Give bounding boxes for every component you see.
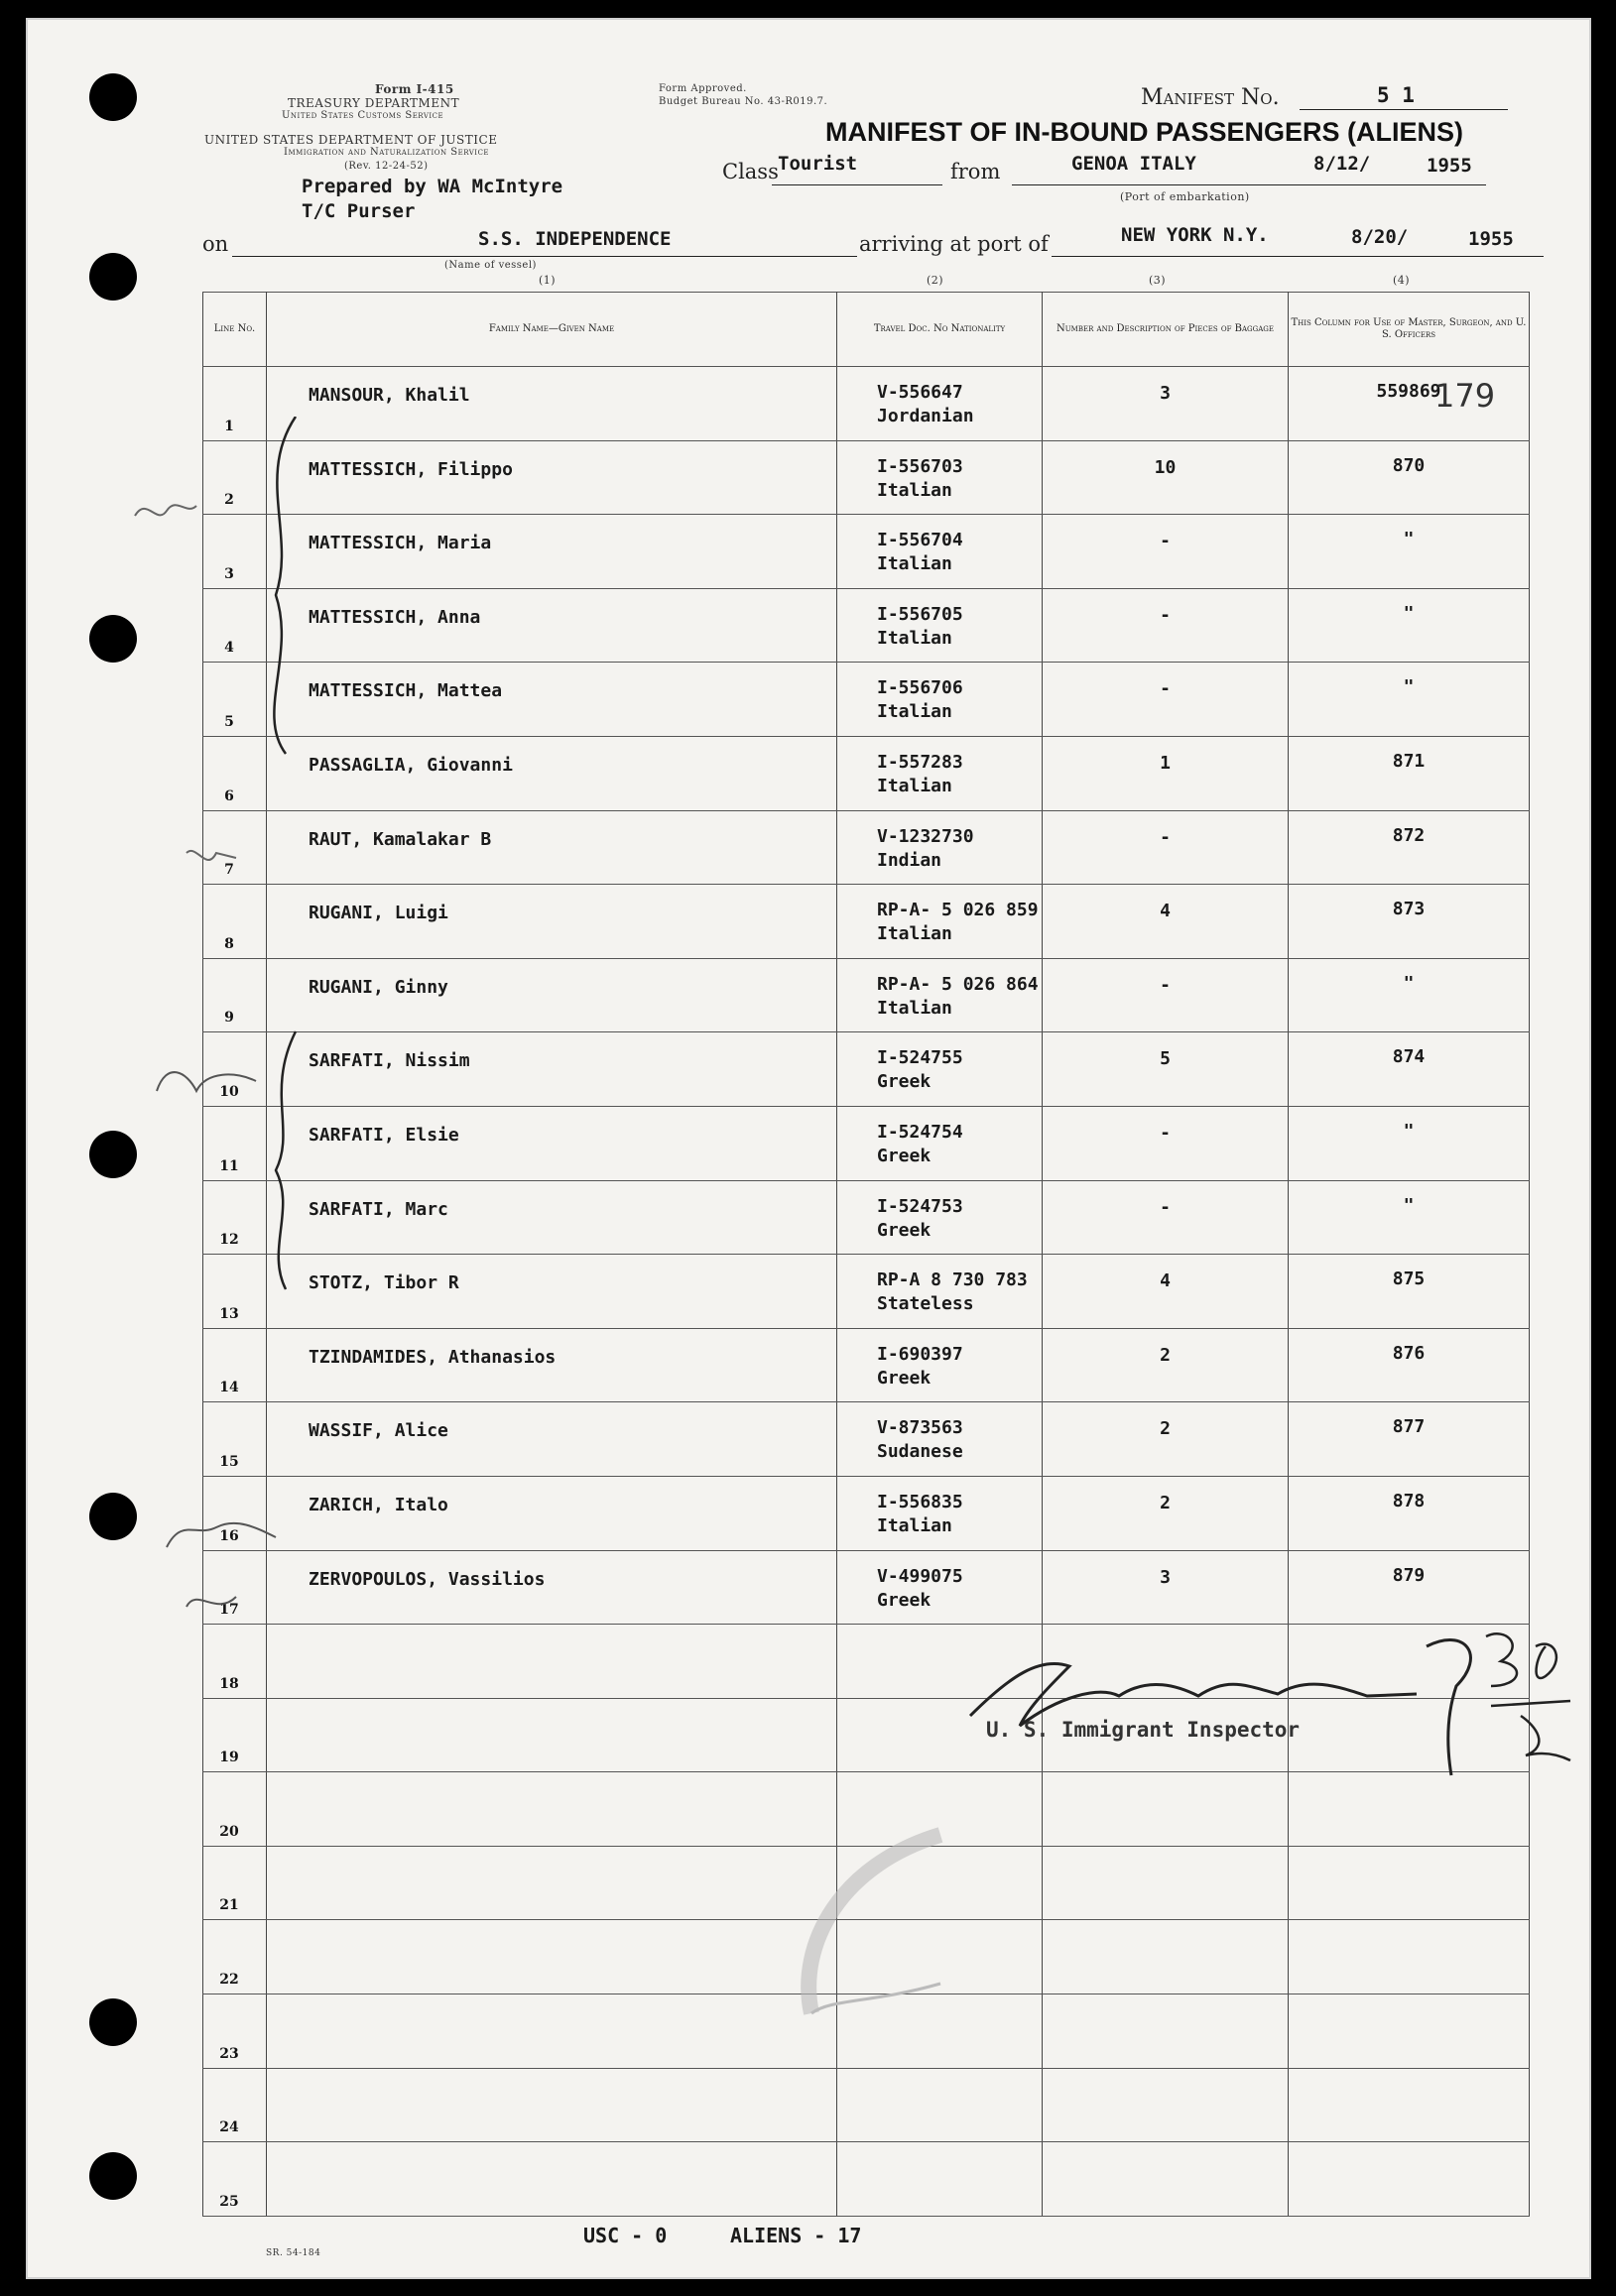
name-cell bbox=[267, 958, 837, 1032]
name-cell bbox=[267, 1550, 837, 1625]
line-number: 4 bbox=[224, 640, 234, 657]
from-line bbox=[1012, 153, 1486, 185]
official-number: " bbox=[1403, 1120, 1415, 1142]
name-cell bbox=[267, 810, 837, 885]
nationality: Italian bbox=[877, 701, 952, 723]
name-cell bbox=[267, 1032, 837, 1107]
nationality: Indian bbox=[877, 849, 942, 871]
binder-hole bbox=[89, 615, 137, 663]
line-number: 21 bbox=[219, 1897, 239, 1914]
from-label: from bbox=[950, 160, 1001, 183]
port-stamp bbox=[792, 1825, 960, 2023]
name-cell bbox=[267, 736, 837, 810]
prepared-title: T/C Purser bbox=[302, 200, 416, 222]
name-cell bbox=[267, 2142, 837, 2217]
baggage-count: 5 bbox=[1160, 1048, 1171, 1070]
baggage-count: - bbox=[1160, 604, 1171, 626]
official-number: 559869 bbox=[1376, 381, 1441, 402]
line-number: 14 bbox=[219, 1380, 239, 1396]
line-number: 19 bbox=[219, 1750, 239, 1766]
official-cell bbox=[1289, 1402, 1530, 1477]
name-cell bbox=[267, 663, 837, 737]
baggage-cell bbox=[1043, 958, 1289, 1032]
official-number: 877 bbox=[1392, 1416, 1426, 1438]
baggage-count: - bbox=[1160, 531, 1171, 552]
doc-cell bbox=[837, 367, 1043, 441]
official-number: 876 bbox=[1392, 1342, 1426, 1364]
travel-doc-number: I-557283 bbox=[877, 751, 963, 773]
header-name: Family Name—Given Name bbox=[267, 293, 837, 367]
doc-block bbox=[877, 1269, 1028, 1316]
baggage-cell bbox=[1043, 1402, 1289, 1477]
binder-hole bbox=[89, 1493, 137, 1540]
doc-cell bbox=[837, 885, 1043, 959]
official-cell bbox=[1289, 1476, 1530, 1550]
official-cell bbox=[1289, 2142, 1530, 2217]
line-cell bbox=[203, 1846, 267, 1920]
baggage-count: 3 bbox=[1160, 383, 1171, 404]
doc-cell bbox=[837, 1550, 1043, 1625]
baggage-cell bbox=[1043, 663, 1289, 737]
official-cell bbox=[1289, 1106, 1530, 1180]
form-approved: Form Approved. bbox=[659, 83, 747, 94]
line-cell bbox=[203, 2142, 267, 2217]
line-number: 13 bbox=[219, 1305, 239, 1322]
official-cell bbox=[1289, 515, 1530, 589]
doc-cell bbox=[837, 736, 1043, 810]
official-cell bbox=[1289, 810, 1530, 885]
official-cell bbox=[1289, 885, 1530, 959]
travel-doc-number: I-556704 bbox=[877, 530, 963, 551]
baggage-count: 10 bbox=[1154, 456, 1177, 478]
manifest-no-value: 5 1 bbox=[1377, 83, 1415, 107]
passenger-name: MATTESSICH, Mattea bbox=[309, 680, 503, 702]
table-row bbox=[203, 1476, 1530, 1550]
arrival-year: 1955 bbox=[1468, 228, 1514, 250]
doc-cell bbox=[837, 1328, 1043, 1402]
table-row bbox=[203, 1402, 1530, 1477]
doc-cell bbox=[837, 2068, 1043, 2142]
baggage-cell bbox=[1043, 1328, 1289, 1402]
line-number: 12 bbox=[219, 1232, 239, 1249]
official-cell bbox=[1289, 2068, 1530, 2142]
line-number: 18 bbox=[219, 1675, 239, 1692]
col-num-3: (3) bbox=[1149, 274, 1167, 287]
official-cell bbox=[1289, 1255, 1530, 1329]
baggage-cell bbox=[1043, 1106, 1289, 1180]
nationality: Italian bbox=[877, 923, 952, 945]
baggage-cell bbox=[1043, 1255, 1289, 1329]
table-row bbox=[203, 440, 1530, 515]
line-number: 3 bbox=[224, 565, 234, 582]
name-cell bbox=[267, 440, 837, 515]
nationality: Stateless bbox=[877, 1293, 974, 1315]
baggage-count: - bbox=[1160, 678, 1171, 700]
table-row bbox=[203, 1180, 1530, 1255]
nationality: Jordanian bbox=[877, 406, 974, 426]
doc-cell bbox=[837, 440, 1043, 515]
baggage-count: 3 bbox=[1160, 1566, 1171, 1588]
official-cell bbox=[1289, 1032, 1530, 1107]
name-cell bbox=[267, 588, 837, 663]
name-cell bbox=[267, 1106, 837, 1180]
doc-block bbox=[877, 455, 963, 503]
baggage-cell bbox=[1043, 1180, 1289, 1255]
footer-code: SR. 54-184 bbox=[266, 2248, 321, 2258]
nationality: Italian bbox=[877, 479, 952, 501]
manifest-page bbox=[26, 18, 1591, 2279]
passenger-name: WASSIF, Alice bbox=[309, 1420, 448, 1442]
official-cell bbox=[1289, 1846, 1530, 1920]
binder-hole bbox=[89, 1998, 137, 2046]
doc-block bbox=[877, 1121, 963, 1168]
passenger-name: SARFATI, Marc bbox=[309, 1198, 448, 1220]
name-cell bbox=[267, 1698, 837, 1772]
vessel-name: S.S. INDEPENDENCE bbox=[478, 228, 672, 250]
passenger-name: MATTESSICH, Maria bbox=[309, 533, 492, 554]
binder-hole bbox=[89, 1131, 137, 1178]
official-number: 879 bbox=[1392, 1564, 1426, 1586]
vessel-line bbox=[232, 230, 857, 257]
official-cell bbox=[1289, 1328, 1530, 1402]
official-number: 871 bbox=[1392, 750, 1426, 772]
baggage-cell bbox=[1043, 2068, 1289, 2142]
travel-doc-number: I-524753 bbox=[877, 1195, 963, 1217]
baggage-count: 2 bbox=[1160, 1418, 1171, 1440]
inspector-caption: U. S. Immigrant Inspector bbox=[986, 1718, 1301, 1742]
nationality: Greek bbox=[877, 1219, 932, 1241]
baggage-cell bbox=[1043, 2142, 1289, 2217]
passenger-name: ZARICH, Italo bbox=[309, 1494, 448, 1515]
line-number: 24 bbox=[219, 2119, 239, 2136]
passenger-name: RAUT, Kamalakar B bbox=[309, 828, 492, 850]
doc-block bbox=[877, 825, 974, 873]
doc-cell bbox=[837, 1180, 1043, 1255]
official-number: 870 bbox=[1392, 454, 1426, 476]
from-value: GENOA ITALY bbox=[1071, 153, 1196, 175]
nationality: Italian bbox=[877, 627, 952, 649]
doc-block bbox=[877, 1343, 963, 1390]
line-number: 6 bbox=[224, 787, 234, 804]
name-cell bbox=[267, 885, 837, 959]
doc-block bbox=[877, 1491, 963, 1538]
baggage-cell bbox=[1043, 810, 1289, 885]
nationality: Greek bbox=[877, 1367, 932, 1389]
official-number: " bbox=[1403, 972, 1415, 994]
doc-cell bbox=[837, 1476, 1043, 1550]
official-cell bbox=[1289, 588, 1530, 663]
manifest-no-label: Manifest No. bbox=[1141, 85, 1280, 110]
col-num-4: (4) bbox=[1393, 274, 1411, 287]
name-cell bbox=[267, 367, 837, 441]
doc-cell bbox=[837, 515, 1043, 589]
name-cell bbox=[267, 1255, 837, 1329]
embark-caption: (Port of embarkation) bbox=[1120, 190, 1250, 203]
travel-doc-number: V-873563 bbox=[877, 1417, 963, 1439]
doc-block bbox=[877, 1195, 963, 1243]
table-row bbox=[203, 885, 1530, 959]
nationality: Sudanese bbox=[877, 1441, 963, 1463]
table-row bbox=[203, 2142, 1530, 2217]
nationality: Greek bbox=[877, 1145, 932, 1166]
travel-doc-number: I-524755 bbox=[877, 1047, 963, 1069]
official-number: " bbox=[1403, 602, 1415, 624]
name-cell bbox=[267, 1402, 837, 1477]
baggage-count: - bbox=[1160, 974, 1171, 996]
passenger-name: PASSAGLIA, Giovanni bbox=[309, 754, 513, 776]
baggage-count: 1 bbox=[1160, 752, 1171, 774]
vessel-caption: (Name of vessel) bbox=[444, 260, 537, 271]
official-number: 873 bbox=[1392, 899, 1426, 920]
travel-doc-number: I-556705 bbox=[877, 603, 963, 625]
baggage-cell bbox=[1043, 1476, 1289, 1550]
class-label: Class bbox=[722, 160, 779, 183]
prepared-by: Prepared by WA McIntyre bbox=[302, 176, 563, 197]
official-number: " bbox=[1403, 1194, 1415, 1216]
travel-doc-number: RP-A- 5 026 859 bbox=[877, 900, 1039, 921]
manifest-title: MANIFEST OF IN-BOUND PASSENGERS (ALIENS) bbox=[825, 117, 1464, 147]
baggage-cell bbox=[1043, 885, 1289, 959]
doc-block bbox=[877, 751, 963, 798]
dept-justice: UNITED STATES DEPARTMENT OF JUSTICE bbox=[204, 133, 498, 147]
budget-bureau: Budget Bureau No. 43-R019.7. bbox=[659, 96, 828, 107]
doc-block bbox=[877, 529, 963, 576]
name-cell bbox=[267, 1772, 837, 1847]
passenger-name: MANSOUR, Khalil bbox=[309, 385, 470, 406]
baggage-cell bbox=[1043, 588, 1289, 663]
nationality: Italian bbox=[877, 1514, 952, 1536]
name-cell bbox=[267, 1180, 837, 1255]
embark-year: 1955 bbox=[1427, 155, 1472, 177]
passenger-name: MATTESSICH, Filippo bbox=[309, 458, 513, 480]
travel-doc-number: I-524754 bbox=[877, 1121, 963, 1143]
name-cell bbox=[267, 1994, 837, 2069]
on-label: on bbox=[202, 232, 229, 256]
name-cell bbox=[267, 1920, 837, 1994]
embark-date: 8/12/ bbox=[1313, 153, 1371, 175]
line-number: 22 bbox=[219, 1972, 239, 1989]
official-cell bbox=[1289, 440, 1530, 515]
nationality: Greek bbox=[877, 1071, 932, 1093]
col-num-1: (1) bbox=[539, 274, 557, 287]
line-number: 15 bbox=[219, 1453, 239, 1470]
table-row bbox=[203, 1550, 1530, 1625]
header-official: This Column for Use of Master, Surgeon, and U. S. Officers bbox=[1289, 293, 1530, 367]
header-line-no: Line No. bbox=[203, 293, 267, 367]
line-number: 9 bbox=[224, 1010, 234, 1027]
passenger-name: MATTESSICH, Anna bbox=[309, 606, 481, 628]
table-row bbox=[203, 1106, 1530, 1180]
passenger-name: SARFATI, Nissim bbox=[309, 1050, 470, 1072]
class-value: Tourist bbox=[778, 153, 858, 175]
baggage-cell bbox=[1043, 1550, 1289, 1625]
passenger-name: STOTZ, Tibor R bbox=[309, 1272, 459, 1294]
line-number: 23 bbox=[219, 2045, 239, 2062]
line-number: 10 bbox=[219, 1083, 239, 1100]
name-cell bbox=[267, 1328, 837, 1402]
dept-customs: United States Customs Service bbox=[282, 110, 444, 121]
baggage-count: 4 bbox=[1160, 901, 1171, 922]
table-row bbox=[203, 663, 1530, 737]
class-line bbox=[772, 153, 942, 185]
travel-doc-number: RP-A- 5 026 864 bbox=[877, 973, 1039, 995]
name-cell bbox=[267, 1625, 837, 1699]
line-cell bbox=[203, 1994, 267, 2069]
doc-cell bbox=[837, 588, 1043, 663]
doc-cell bbox=[837, 958, 1043, 1032]
manifest-no-line bbox=[1300, 81, 1508, 110]
line-number: 5 bbox=[224, 713, 234, 730]
official-number: " bbox=[1403, 529, 1415, 550]
line-number: 16 bbox=[219, 1527, 239, 1544]
travel-doc-number: I-556706 bbox=[877, 677, 963, 699]
table-row bbox=[203, 1032, 1530, 1107]
doc-block bbox=[877, 973, 1039, 1021]
official-cell bbox=[1289, 736, 1530, 810]
form-revision: (Rev. 12-24-52) bbox=[344, 161, 429, 172]
line-cell bbox=[203, 2068, 267, 2142]
footer-usc: USC - 0 bbox=[583, 2224, 668, 2247]
official-number: 874 bbox=[1392, 1046, 1426, 1068]
baggage-cell bbox=[1043, 440, 1289, 515]
name-cell bbox=[267, 2068, 837, 2142]
table-row bbox=[203, 1328, 1530, 1402]
travel-doc-number: V-499075 bbox=[877, 1565, 963, 1587]
travel-doc-number: RP-A 8 730 783 bbox=[877, 1269, 1028, 1291]
line-number: 8 bbox=[224, 935, 234, 952]
line-cell bbox=[203, 1920, 267, 1994]
line-number: 25 bbox=[219, 2193, 239, 2210]
travel-doc-number: I-556835 bbox=[877, 1491, 963, 1512]
baggage-count: - bbox=[1160, 826, 1171, 848]
official-number: 872 bbox=[1392, 824, 1426, 846]
official-cell bbox=[1289, 1180, 1530, 1255]
doc-block bbox=[877, 1416, 963, 1464]
binder-hole bbox=[89, 2152, 137, 2200]
official-cell bbox=[1289, 958, 1530, 1032]
table-row bbox=[203, 2068, 1530, 2142]
baggage-cell bbox=[1043, 1032, 1289, 1107]
travel-doc-number: I-690397 bbox=[877, 1343, 963, 1365]
doc-cell bbox=[837, 1032, 1043, 1107]
official-number-179: 179 bbox=[1434, 377, 1496, 415]
arrival-date: 8/20/ bbox=[1351, 226, 1409, 248]
doc-cell bbox=[837, 1106, 1043, 1180]
bracket-marks bbox=[216, 417, 335, 1805]
inspector-signature bbox=[950, 1617, 1585, 1795]
col-num-2: (2) bbox=[927, 274, 944, 287]
doc-cell bbox=[837, 810, 1043, 885]
baggage-count: 2 bbox=[1160, 1492, 1171, 1513]
passenger-name: SARFATI, Elsie bbox=[309, 1124, 459, 1146]
arriving-label: arriving at port of bbox=[859, 232, 1049, 256]
doc-cell bbox=[837, 1255, 1043, 1329]
doc-block bbox=[877, 676, 963, 724]
name-cell bbox=[267, 1846, 837, 1920]
official-number: 875 bbox=[1392, 1269, 1426, 1290]
header-baggage: Number and Description of Pieces of Baggage bbox=[1043, 293, 1289, 367]
binder-hole bbox=[89, 253, 137, 301]
official-number: " bbox=[1403, 676, 1415, 698]
baggage-cell bbox=[1043, 515, 1289, 589]
baggage-cell bbox=[1043, 736, 1289, 810]
table-header-row bbox=[203, 293, 1530, 367]
passenger-name: ZERVOPOULOS, Vassilios bbox=[309, 1568, 546, 1590]
passenger-name: RUGANI, Luigi bbox=[309, 903, 448, 924]
line-number: 7 bbox=[224, 862, 234, 879]
arrival-line bbox=[1052, 224, 1544, 257]
baggage-cell bbox=[1043, 1846, 1289, 1920]
baggage-cell bbox=[1043, 1994, 1289, 2069]
travel-doc-number: V-556647 bbox=[877, 382, 963, 403]
official-cell bbox=[1289, 663, 1530, 737]
doc-cell bbox=[837, 663, 1043, 737]
footer-aliens: ALIENS - 17 bbox=[730, 2224, 862, 2247]
baggage-count: - bbox=[1160, 1122, 1171, 1144]
doc-block bbox=[877, 899, 1039, 946]
table-row bbox=[203, 736, 1530, 810]
header-doc: Travel Doc. No Nationality bbox=[837, 293, 1043, 367]
baggage-count: - bbox=[1160, 1196, 1171, 1218]
line-number: 11 bbox=[219, 1157, 239, 1174]
doc-block bbox=[877, 603, 963, 651]
baggage-count: 2 bbox=[1160, 1344, 1171, 1366]
baggage-cell bbox=[1043, 1920, 1289, 1994]
form-number: Form I-415 bbox=[375, 82, 454, 96]
table-row bbox=[203, 515, 1530, 589]
table-row bbox=[203, 810, 1530, 885]
line-number: 2 bbox=[224, 492, 234, 509]
official-cell bbox=[1289, 1920, 1530, 1994]
table-row bbox=[203, 1255, 1530, 1329]
baggage-cell bbox=[1043, 367, 1289, 441]
dept-treasury: TREASURY DEPARTMENT bbox=[288, 96, 460, 110]
arrival-port: NEW YORK N.Y. bbox=[1121, 224, 1269, 246]
nationality: Greek bbox=[877, 1589, 932, 1611]
travel-doc-number: V-1232730 bbox=[877, 825, 974, 847]
nationality: Italian bbox=[877, 775, 952, 796]
baggage-count: 4 bbox=[1160, 1270, 1171, 1292]
official-cell bbox=[1289, 1994, 1530, 2069]
table-row bbox=[203, 588, 1530, 663]
doc-cell bbox=[837, 1402, 1043, 1477]
table-row bbox=[203, 958, 1530, 1032]
doc-block bbox=[877, 381, 974, 428]
name-cell bbox=[267, 1476, 837, 1550]
travel-doc-number: I-556703 bbox=[877, 455, 963, 477]
doc-cell bbox=[837, 2142, 1043, 2217]
line-number: 1 bbox=[224, 418, 234, 434]
nationality: Italian bbox=[877, 997, 952, 1019]
dept-ins: Immigration and Naturalization Service bbox=[284, 147, 490, 158]
doc-block bbox=[877, 1565, 963, 1613]
official-cell bbox=[1289, 1550, 1530, 1625]
passenger-name: TZINDAMIDES, Athanasios bbox=[309, 1346, 557, 1368]
name-cell bbox=[267, 515, 837, 589]
official-number: 878 bbox=[1392, 1490, 1426, 1511]
table-row bbox=[203, 367, 1530, 441]
doc-block bbox=[877, 1046, 963, 1094]
line-number: 17 bbox=[219, 1602, 239, 1619]
line-number: 20 bbox=[219, 1823, 239, 1840]
passenger-name: RUGANI, Ginny bbox=[309, 976, 448, 998]
binder-hole bbox=[89, 73, 137, 121]
nationality: Italian bbox=[877, 553, 952, 575]
